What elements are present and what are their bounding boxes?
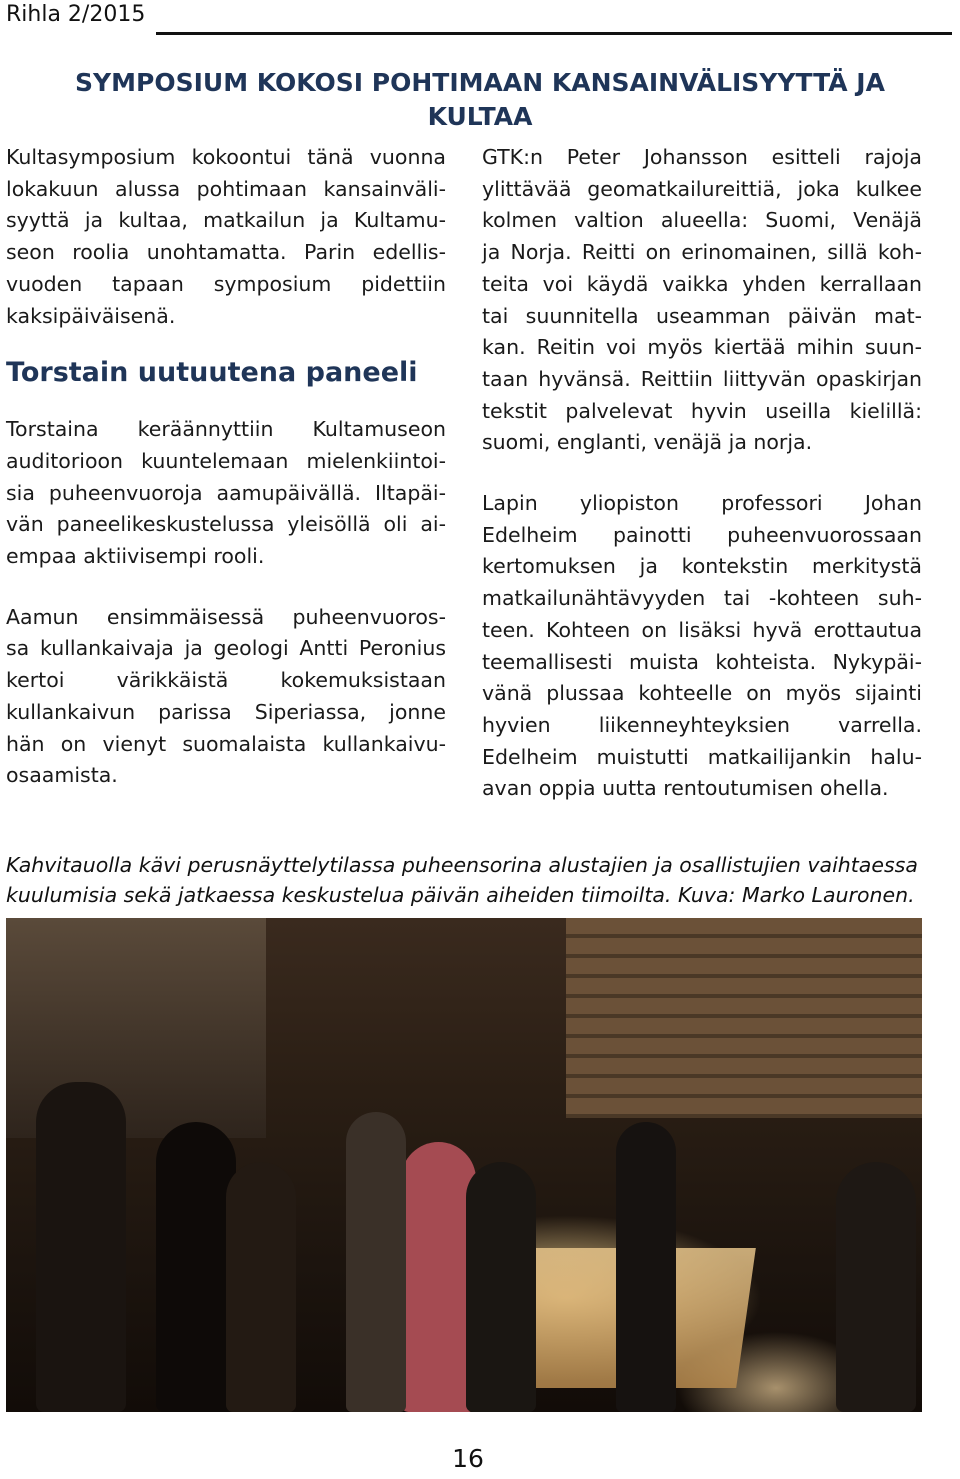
text-line: ylittävää geomatkailureittiä, joka kulkee	[482, 176, 922, 201]
text-line: seon roolia unohtamatta. Parin edellis-	[6, 240, 446, 265]
photo-person	[346, 1112, 406, 1412]
text-line: Edelheim painotti puheenvuorossaan	[482, 522, 922, 547]
text-line: vän paneelikeskustelussa yleisöllä oli ai-	[6, 512, 446, 537]
text-line: Kultasymposium kokoontui tänä vuonna	[6, 145, 446, 169]
text-line: hän on vienyt suomalaista kullankaivu-	[6, 731, 446, 756]
text-line: vuoden tapaan symposium pidettiin	[6, 271, 446, 296]
text-line: sa kullankaivaja ja geologi Antti Peronius	[6, 636, 446, 661]
publication-label: Rihla 2/2015	[6, 2, 146, 27]
text-line: lokakuun alussa pohtimaan kansainväli-	[6, 176, 446, 201]
article-title-line-1: SYMPOSIUM KOKOSI POHTIMAAN KANSAINVÄLISYYTTÄ JA	[75, 68, 885, 97]
article-title	[0, 66, 960, 134]
text-line: kullankaivun parissa Siperiassa, jonne	[6, 699, 446, 724]
text-line: suomi, englanti, venäjä ja norja.	[482, 430, 813, 455]
article-title-line-2: KULTAA	[427, 102, 533, 131]
text-line: vänä plussaa kohteelle on myös sijainti	[482, 681, 922, 706]
header-rule	[156, 32, 952, 35]
text-line: taan hyvänsä. Reittiin liittyvän opaskirjan	[482, 366, 922, 391]
intro-paragraph	[6, 142, 446, 332]
text-line: teita voi käydä vaikka yhden kerrallaan	[482, 271, 922, 296]
caption-line: kuulumisia sekä jatkaessa keskustelua päivän aiheiden tiimoilta. Kuva: Marko Lauronen.	[6, 883, 915, 907]
text-line: ja Norja. Reitti on erinomainen, sillä koh-	[482, 240, 922, 265]
professor-paragraph	[482, 488, 922, 805]
text-line: avan oppia uutta rentoutumisen ohella.	[482, 776, 889, 801]
photo-person	[36, 1082, 126, 1412]
photo-log-wall	[566, 918, 922, 1118]
text-line: Torstaina keräännyttiin Kultamuseon	[6, 417, 446, 442]
photo-person	[616, 1122, 676, 1412]
caption-line: Kahvitauolla kävi perusnäyttelytilassa puheensorina alustajien ja osallistujien vaihtaessa	[6, 853, 918, 877]
route-paragraph	[482, 142, 922, 459]
text-line: hyvien liikenneyhteyksien varrella.	[482, 712, 922, 737]
speaker-paragraph	[6, 602, 446, 792]
photo-caption	[6, 850, 926, 910]
text-line: auditorioon kuuntelemaan mielenkiintoi-	[6, 448, 446, 473]
photo-person	[466, 1162, 536, 1412]
text-line: sia puheenvuoroja aamupäivällä. Iltapäi-	[6, 480, 446, 505]
text-line: kertomuksen ja kontekstin merkitystä	[482, 554, 922, 579]
text-line: kan. Reitin voi myös kiertää mihin suun-	[482, 335, 922, 360]
left-column	[6, 142, 446, 792]
right-column	[482, 142, 922, 805]
text-line: kaksipäiväisenä.	[6, 303, 176, 328]
photo-person	[836, 1162, 916, 1412]
text-line: tekstit palvelevat hyvin useilla kielillä:	[482, 398, 922, 423]
text-line: teemallisesti muista kohteista. Nykypäi-	[482, 649, 922, 674]
text-line: osaamista.	[6, 763, 118, 788]
text-line: empaa aktiivisempi rooli.	[6, 544, 265, 569]
photo-person	[401, 1142, 476, 1412]
page-number: 16	[452, 1444, 484, 1473]
text-line: GTK:n Peter Johansson esitteli rajoja	[482, 145, 922, 169]
text-line: Edelheim muistutti matkailijankin halu-	[482, 744, 922, 769]
text-line: kolmen valtion alueella: Suomi, Venäjä	[482, 208, 922, 233]
text-line: Lapin yliopiston professori Johan	[482, 491, 922, 516]
panel-paragraph	[6, 414, 446, 573]
photo-person	[226, 1162, 296, 1412]
text-line: Aamun ensimmäisessä puheenvuoros-	[6, 604, 446, 629]
text-line: tai suunnitella useamman päivän mat-	[482, 303, 922, 328]
text-line: syyttä ja kultaa, matkailun ja Kultamu-	[6, 208, 446, 233]
section-subheading: Torstain uutuutena paneeli	[6, 357, 418, 389]
photo-person	[156, 1122, 236, 1412]
text-line: kertoi värikkäistä kokemuksistaan	[6, 668, 446, 693]
text-line: teen. Kohteen on lisäksi hyvä erottautua	[482, 617, 922, 642]
event-photo	[6, 918, 922, 1412]
text-line: matkailunähtävyyden tai -kohteen suh-	[482, 586, 922, 611]
